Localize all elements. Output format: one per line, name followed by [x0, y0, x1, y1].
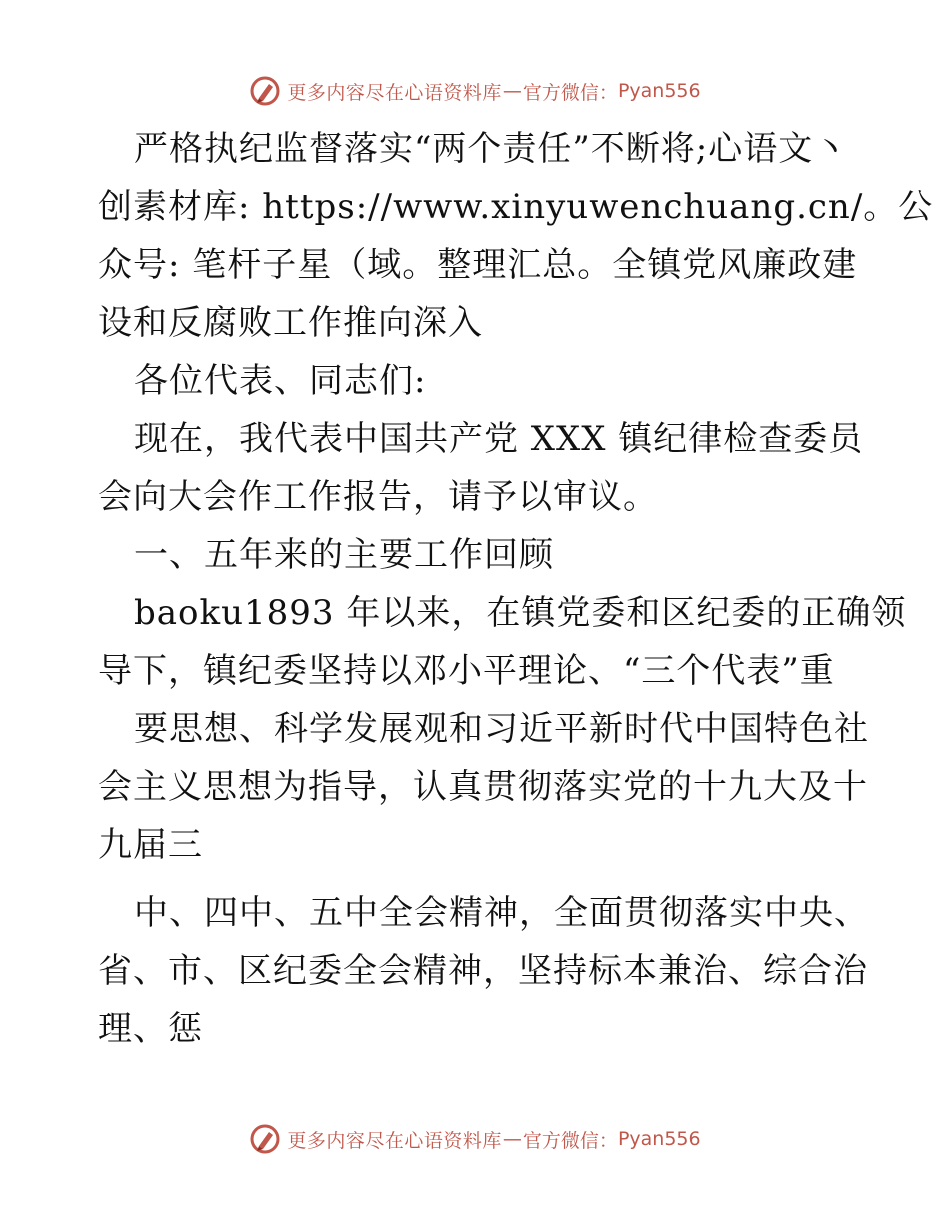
text-line: 设和反腐败工作推向深入: [98, 303, 483, 343]
text-line: 导下，镇纪委坚持以邓小平理论、“三个代表”重: [98, 651, 835, 691]
text-line: 严格执纪监督落实“两个责任”不断将;心语文丶: [134, 129, 849, 169]
watermark-text: 更多内容尽在心语资料库: [287, 81, 502, 104]
text-line: 理、惩: [98, 1009, 203, 1049]
text-line: 众号: 笔杆子星（域。整理汇总。全镇党风廉政建: [98, 245, 858, 285]
section-heading: 一、五年来的主要工作回顾: [134, 535, 554, 575]
document-body: [98, 120, 934, 1058]
watermark-text: 更多内容尽在心语资料库: [287, 1129, 502, 1152]
watermark-dash: —: [502, 1128, 522, 1150]
text-line: 会向大会作工作报告，请予以审议。: [98, 477, 658, 517]
text-line: 现在，我代表中国共产党 XXX 镇纪律检查委员: [134, 419, 864, 459]
pen-logo-icon: [249, 1123, 281, 1155]
text-line: 省、市、区纪委全会精神，坚持标本兼治、综合治: [98, 951, 868, 991]
text-line: baoku1893 年以来，在镇党委和区纪委的正确领: [134, 593, 907, 633]
text-line: 创素材库: https://www.xinyuwenchuang.cn/。公: [98, 187, 934, 227]
text-line: 要思想、科学发展观和习近平新时代中国特色社: [134, 709, 869, 749]
watermark-account: Pyan556: [617, 80, 701, 102]
footer-watermark: [0, 1122, 950, 1156]
watermark-wechat-label: 官方微信：: [522, 81, 618, 104]
text-line: 中、四中、五中全会精神，全面贯彻落实中央、: [134, 893, 869, 933]
pen-logo-icon: [249, 75, 281, 107]
text-line: 各位代表、同志们:: [134, 361, 427, 401]
watermark-dash: —: [502, 80, 522, 102]
watermark-account: Pyan556: [617, 1128, 701, 1150]
header-watermark: [0, 74, 950, 108]
text-line: 会主义思想为指导，认真贯彻落实党的十九大及十: [98, 767, 868, 807]
text-line: 九届三: [98, 825, 203, 865]
watermark-wechat-label: 官方微信：: [522, 1129, 618, 1152]
